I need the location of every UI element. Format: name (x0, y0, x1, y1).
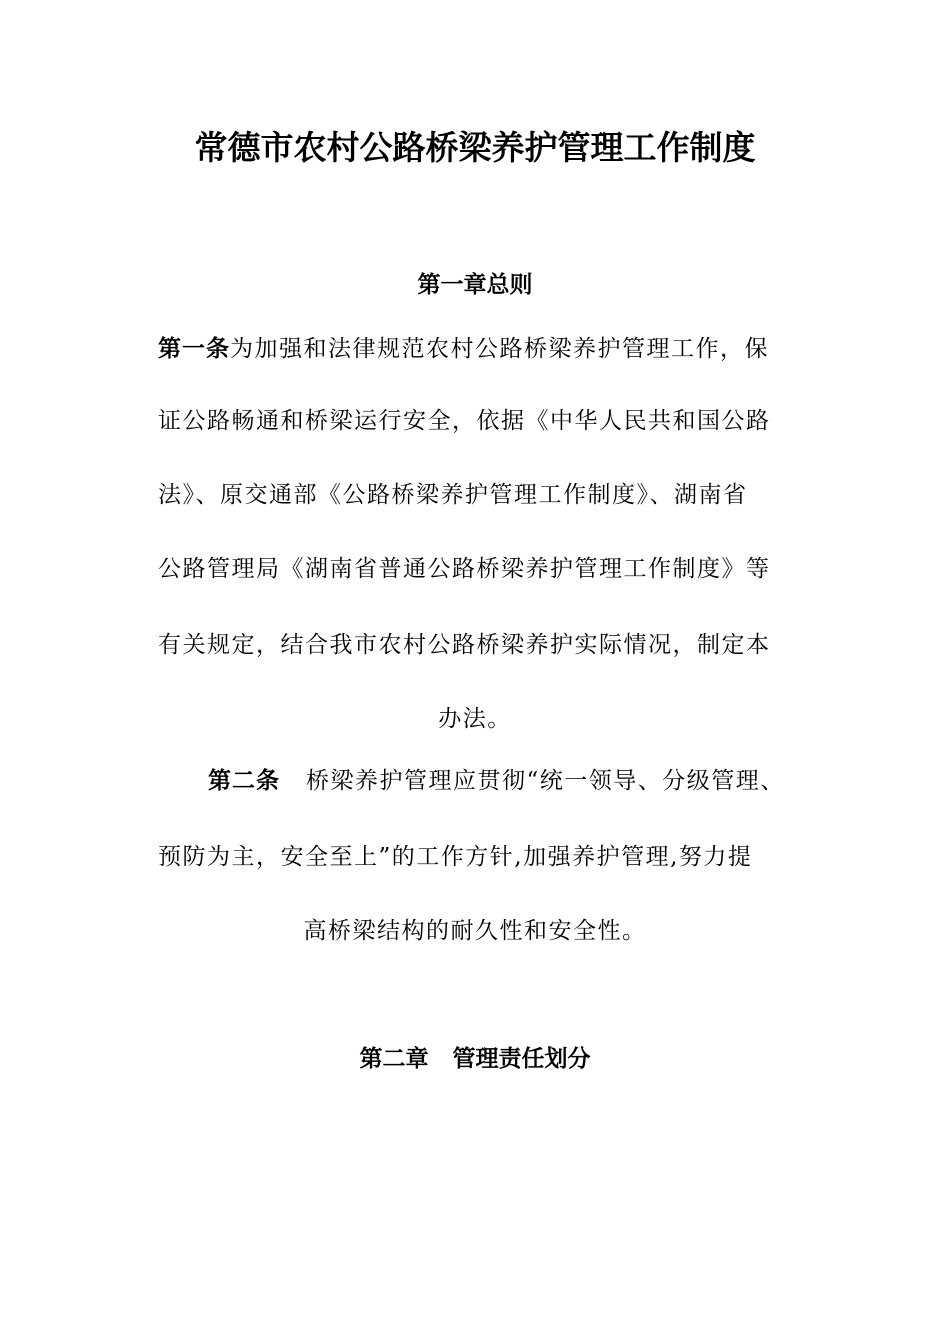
article-2-line-3: 高桥梁结构的耐久性和安全性。 (303, 918, 647, 944)
document-title: 常德市农村公路桥梁养护管理工作制度 (194, 128, 756, 167)
article-1-line-3: 法》、原交通部《公路桥梁养护管理工作制度》、湖南省 (158, 482, 748, 508)
article-2-line-2: 预防为主，安全至上”的工作方针,加强养护管理,努力提 (158, 844, 753, 870)
chapter-2-heading (0, 1042, 950, 1076)
article-1-line-6: 办法。 (438, 706, 512, 732)
article-1-line-5: 有关规定，结合我市农村公路桥梁养护实际情况，制定本 (158, 632, 771, 658)
article-2-line-1 (158, 764, 798, 798)
article-1-text-1: 为加强和法律规范农村公路桥梁养护管理工作，保 (230, 336, 769, 362)
article-2-text-1: 桥梁养护管理应贯彻“统一领导、分级管理、 (306, 768, 785, 794)
chapter-2-title: 管理责任划分 (452, 1046, 591, 1072)
article-1-line-1 (158, 332, 798, 366)
article-1-label: 第一条 (158, 336, 230, 362)
chapter-2-number: 第二章 (359, 1046, 429, 1072)
article-1-line-2: 证公路畅通和桥梁运行安全，依据《中华人民共和国公路 (158, 408, 771, 434)
chapter-1-heading: 第一章总则 (417, 272, 533, 298)
article-2-label: 第二条 (208, 768, 280, 794)
article-1-line-4: 公路管理局《湖南省普通公路桥梁养护管理工作制度》等 (158, 556, 771, 582)
